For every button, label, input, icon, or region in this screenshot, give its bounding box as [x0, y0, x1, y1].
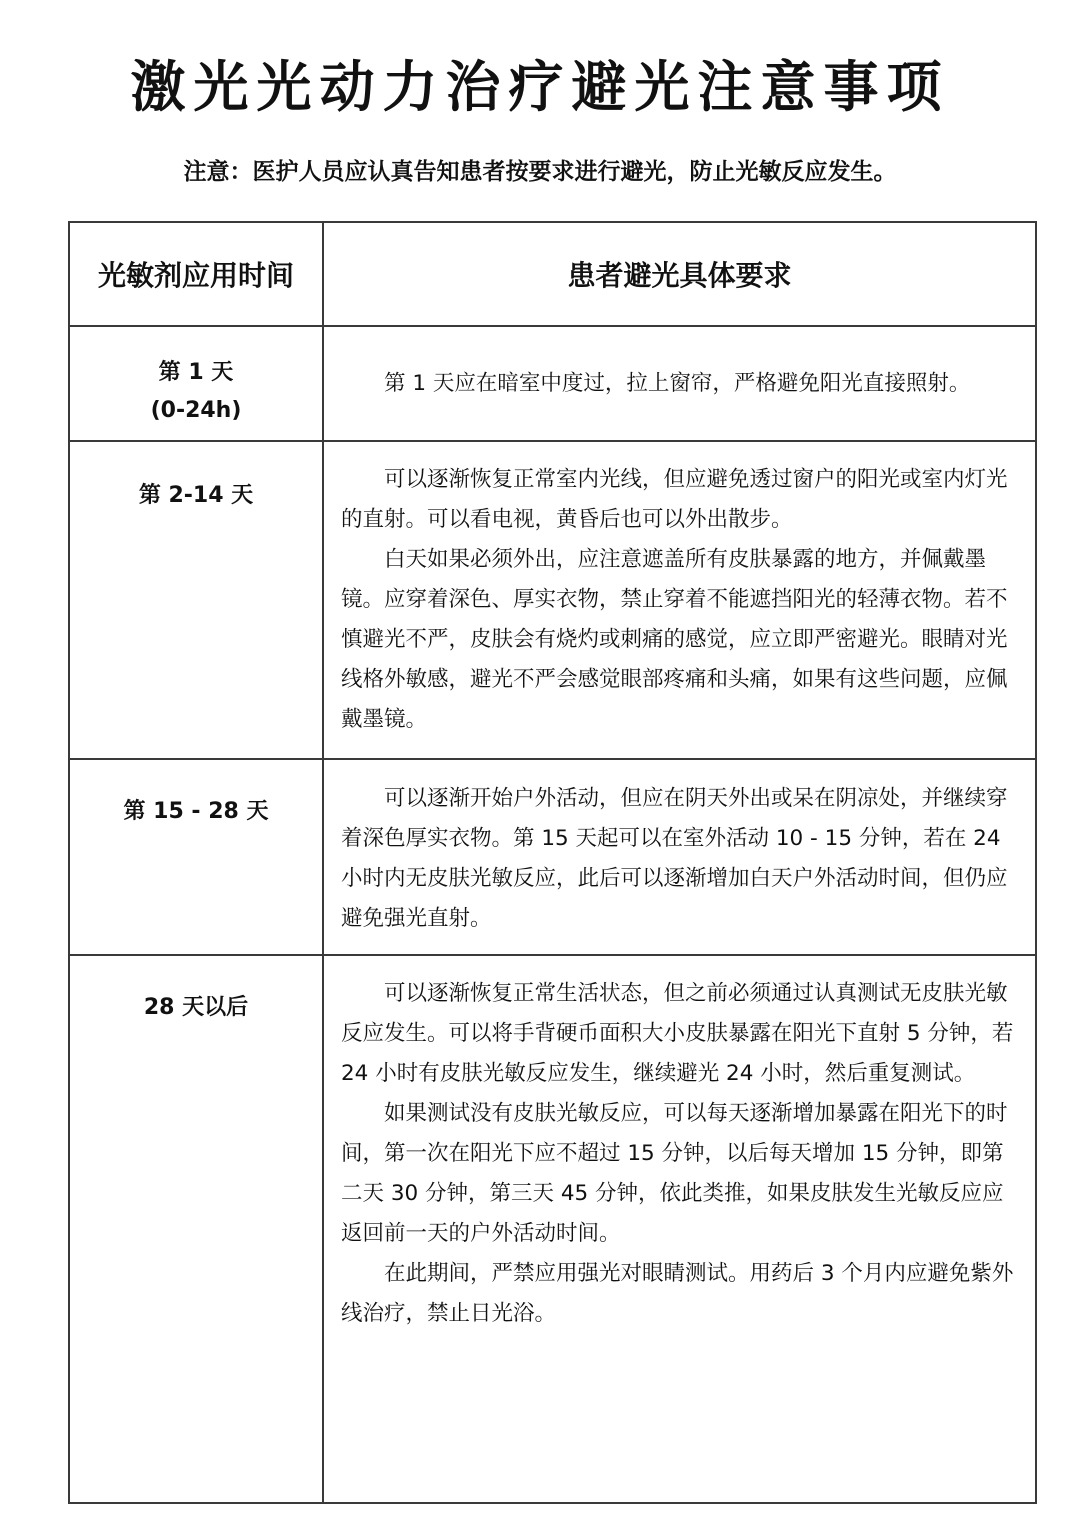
notice-text: 注意：医护人员应认真告知患者按要求进行避光，防止光敏反应发生。	[183, 159, 897, 185]
time-label: 第 15 - 28 天	[123, 799, 269, 824]
table-row	[69, 441, 1036, 759]
requirement-paragraph: 可以逐渐恢复正常室内光线，但应避免透过窗户的阳光或室内灯光的直射。可以看电视，黄昏后也可以外出散步。	[341, 467, 1008, 532]
table-row	[69, 955, 1036, 1503]
requirement-paragraph: 在此期间，严禁应用强光对眼睛测试。用药后 3 个月内应避免紫外线治疗，禁止日光浴。	[341, 1261, 1014, 1326]
table-header-row	[69, 222, 1036, 326]
time-range: (0-24h)	[150, 398, 242, 423]
header-requirements: 患者避光具体要求	[323, 222, 1036, 326]
requirement-paragraph: 如果测试没有皮肤光敏反应，可以每天逐渐增加暴露在阳光下的时间，第一次在阳光下应不超过 15 分钟，以后每天增加 15 分钟，即第二天 30 分钟，第三天 45 分钟，依此类推，如果皮肤发生光敏反应应返回前一天的户外活动时间。	[341, 1101, 1008, 1246]
table-row	[69, 326, 1036, 441]
requirement-cell	[323, 955, 1036, 1503]
requirement-cell	[323, 759, 1036, 955]
time-cell	[69, 326, 323, 441]
requirement-cell	[323, 326, 1036, 441]
light-avoidance-table	[68, 221, 1037, 1504]
page-title: 激光光动力治疗避光注意事项	[130, 55, 950, 119]
table-row	[69, 759, 1036, 955]
requirement-cell	[323, 441, 1036, 759]
time-cell	[69, 759, 323, 955]
time-label: 第 1 天	[158, 360, 234, 385]
requirement-paragraph: 可以逐渐开始户外活动，但应在阴天外出或呆在阴凉处，并继续穿着深色厚实衣物。第 15 天起可以在室外活动 10 - 15 分钟，若在 24 小时内无皮肤光敏反应，此后可以逐渐增加白天户外活动时间，但仍应避免强光直射。	[341, 786, 1008, 931]
time-cell	[69, 955, 323, 1503]
time-label: 28 天以后	[143, 995, 249, 1020]
time-label: 第 2-14 天	[138, 483, 254, 508]
header-time: 光敏剂应用时间	[69, 222, 323, 326]
requirement-paragraph: 可以逐渐恢复正常生活状态，但之前必须通过认真测试无皮肤光敏反应发生。可以将手背硬币面积大小皮肤暴露在阳光下直射 5 分钟，若 24 小时有皮肤光敏反应发生，继续避光 24 小时，然后重复测试。	[341, 981, 1014, 1086]
time-cell	[69, 441, 323, 759]
requirement-paragraph: 白天如果必须外出，应注意遮盖所有皮肤暴露的地方，并佩戴墨镜。应穿着深色、厚实衣物，禁止穿着不能遮挡阳光的轻薄衣物。若不慎避光不严，皮肤会有烧灼或刺痛的感觉，应立即严密避光。眼睛对光线格外敏感，避光不严会感觉眼部疼痛和头痛，如果有这些问题，应佩戴墨镜。	[341, 547, 1008, 732]
requirement-paragraph: 第 1 天应在暗室中度过，拉上窗帘，严格避免阳光直接照射。	[384, 370, 971, 396]
